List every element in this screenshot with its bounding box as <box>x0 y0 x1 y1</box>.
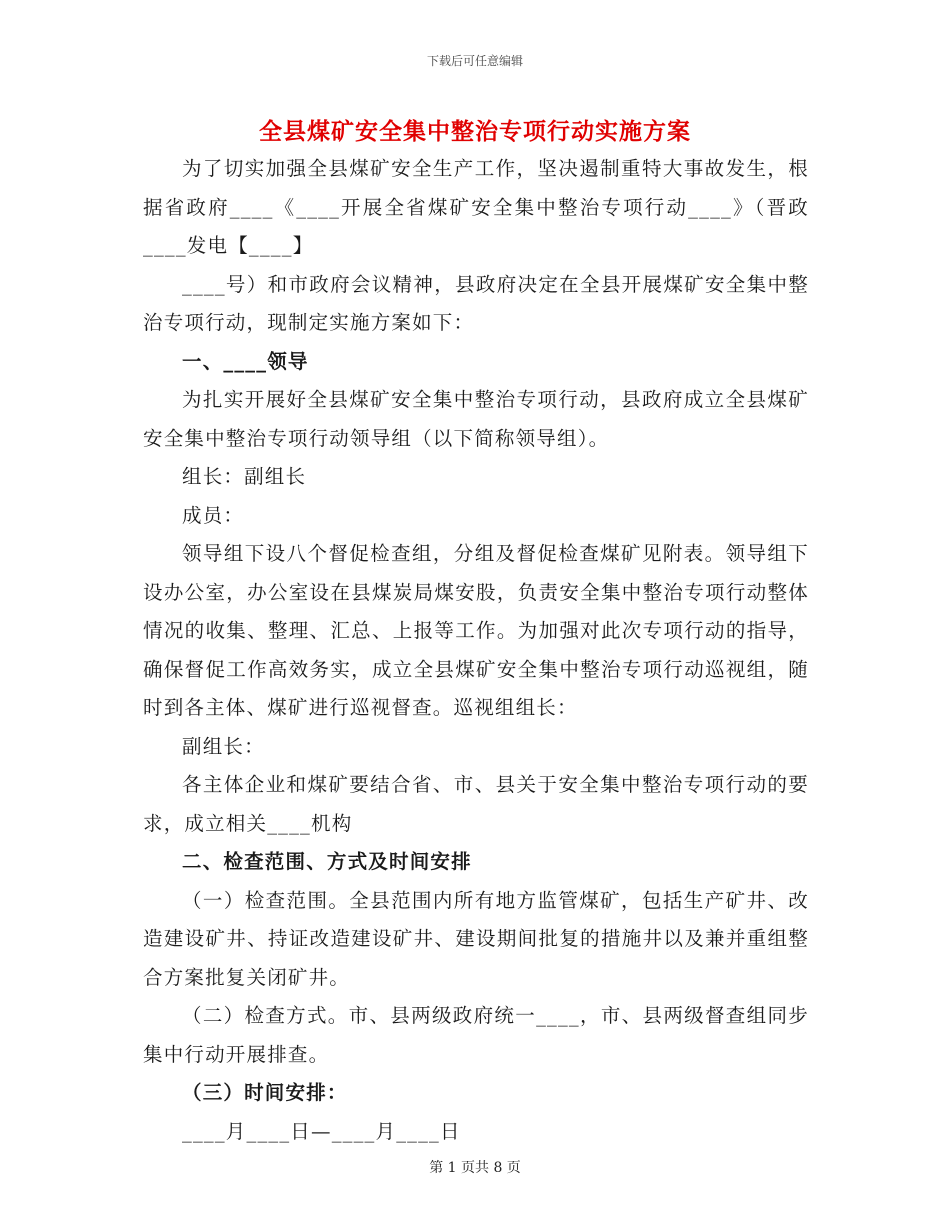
section-heading-leadership: 一、____领导 <box>182 349 309 373</box>
paragraph-inspection-groups: 领导组下设八个督促检查组，分组及督促检查煤矿见附表。领导组下设办公室，办公室设在县煤炭局煤安股，负责安全集中整治专项行动整体情况的收集、整理、汇总、上报等工作。为加强对此次专项行动的指导，确保督促工作高效务实，成立全县煤矿安全集中整治专项行动巡视组，随时到各主体、煤矿进行巡视督查。巡视组组长： <box>143 542 809 719</box>
paragraph-inspection-scope: （一）检查范围。全县范围内所有地方监管煤矿，包括生产矿井、改造建设矿井、持证改造建设矿井、建设期间批复的措施井以及兼并重组整合方案批复关闭矿井。 <box>143 888 809 989</box>
paragraph-enterprise-requirements: 各主体企业和煤矿要结合省、市、县关于安全集中整治专项行动的要求，成立相关____机构 <box>143 773 809 835</box>
header-note: 下载后可任意编辑 <box>426 54 523 68</box>
paragraph-schedule-dates: ____月____日—____月____日 <box>182 1119 461 1143</box>
paragraph-deputy-leader: 副组长： <box>182 734 265 758</box>
paragraph-group-leader: 组长：副组长 <box>182 465 307 488</box>
section-heading-inspection: 二、检查范围、方式及时间安排 <box>182 850 472 873</box>
document-body <box>143 150 809 1151</box>
paragraph-intro-continued: ____号）和市政府会议精神，县政府决定在全县开展煤矿安全集中整治专项行动，现制定实施方案如下： <box>143 272 809 334</box>
paragraph-intro: 为了切实加强全县煤矿安全生产工作，坚决遏制重特大事故发生，根据省政府____《____开展全省煤矿安全集中整治专项行动____》（晋政____发电【____】 <box>143 157 809 257</box>
paragraph-schedule-heading: （三）时间安排： <box>182 1081 348 1104</box>
paragraph-leadership-group: 为扎实开展好全县煤矿安全集中整治专项行动，县政府成立全县煤矿安全集中整治专项行动领导组（以下简称领导组）。 <box>143 388 809 450</box>
paragraph-inspection-method: （二）检查方式。市、县两级政府统一____，市、县两级督查组同步集中行动开展排查。 <box>143 1004 809 1066</box>
paragraph-members: 成员： <box>182 503 245 527</box>
document-title: 全县煤矿安全集中整治专项行动实施方案 <box>259 118 691 145</box>
page-footer: 第 1 页共 8 页 <box>429 1160 521 1176</box>
